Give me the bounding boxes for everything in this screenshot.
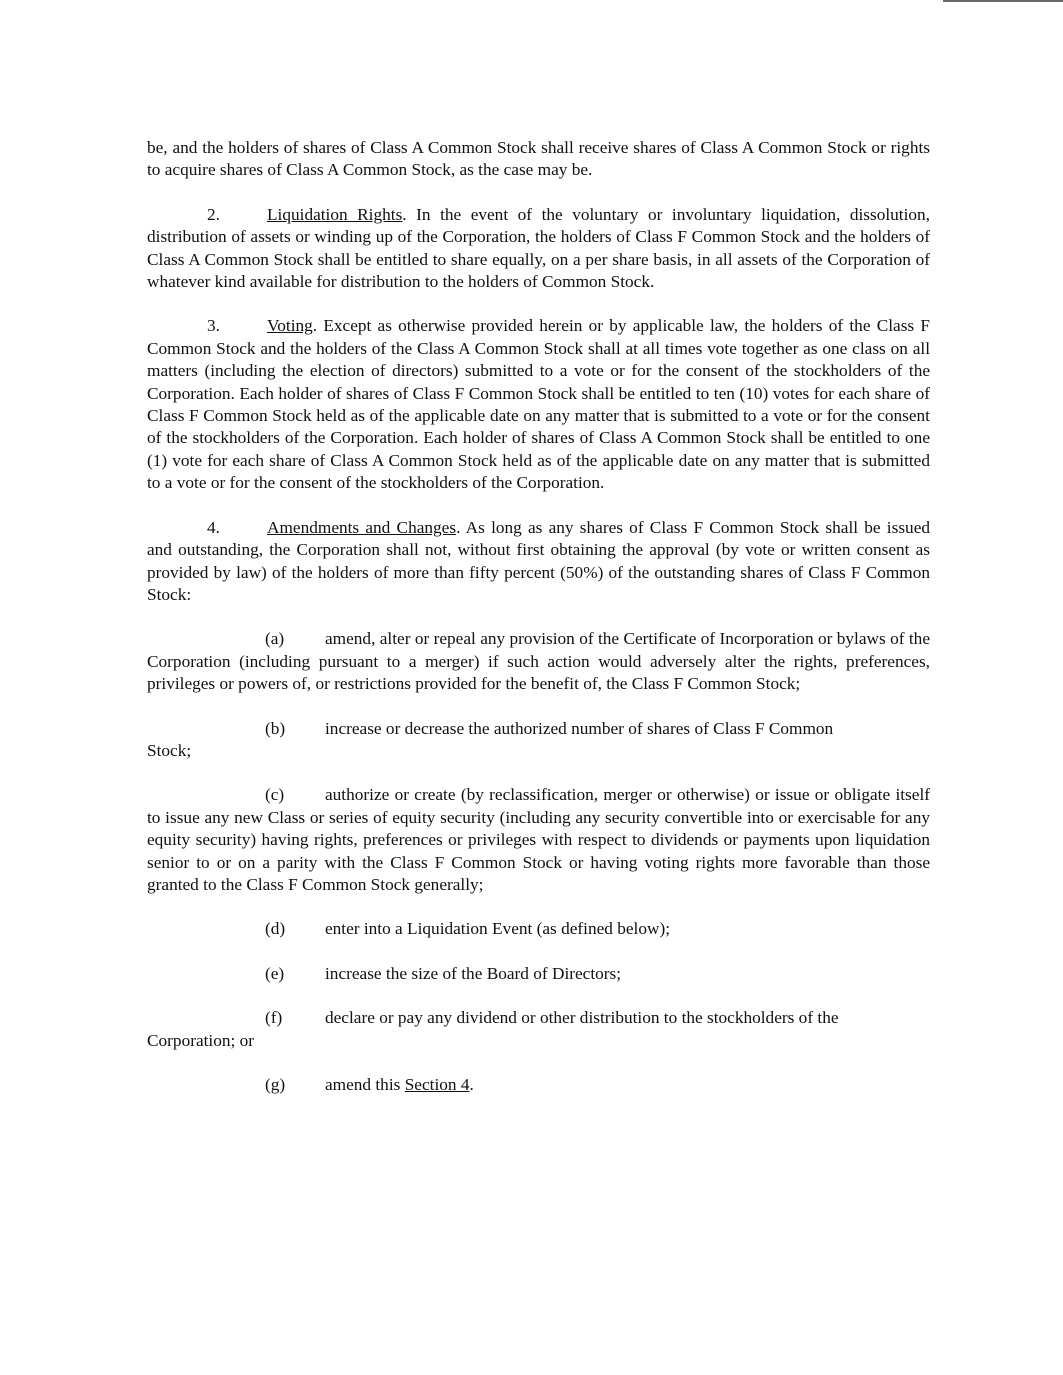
spacer bbox=[147, 762, 930, 784]
item-b-label: (b) bbox=[265, 718, 286, 738]
item-b-text: increase or decrease the authorized number of shares of Class F Common bbox=[325, 718, 834, 738]
item-f-continuation: Corporation; or bbox=[147, 1030, 255, 1050]
spacer bbox=[147, 985, 930, 1007]
section-3-number: 3. bbox=[207, 316, 220, 336]
item-e-label: (e) bbox=[265, 963, 285, 983]
item-b-row bbox=[147, 718, 930, 740]
item-f-label: (f) bbox=[265, 1008, 283, 1028]
item-e-text: increase the size of the Board of Directors; bbox=[325, 963, 622, 983]
section-2-text: . In the event of the voluntary or involuntary liquidation, dissolution, distribution of assets or winding up of the Corporation, the holders of Class F Common Stock and the holders of Class A Common Stock shall be entitled to share equally, on a per share basis, in all assets of the Corporation of whatever kind available for distribution to the holders of Common Stock. bbox=[147, 204, 930, 292]
section-2-number: 2. bbox=[207, 204, 220, 224]
section-4-number: 4. bbox=[207, 517, 220, 537]
section-3-paragraph bbox=[147, 315, 930, 494]
item-e-row bbox=[147, 963, 930, 985]
item-c-label: (c) bbox=[265, 785, 285, 805]
item-f-row bbox=[147, 1007, 930, 1029]
section-4-heading: Amendments and Changes bbox=[267, 517, 457, 537]
spacer bbox=[147, 606, 930, 628]
item-d-label: (d) bbox=[265, 919, 286, 939]
item-c-paragraph bbox=[147, 784, 930, 896]
spacer bbox=[147, 182, 930, 204]
section-2-heading: Liquidation Rights bbox=[267, 204, 403, 224]
item-g-label: (g) bbox=[265, 1075, 286, 1094]
spacer bbox=[147, 941, 930, 963]
section-2-paragraph bbox=[147, 204, 930, 294]
section-4-reference-link[interactable]: Section 4 bbox=[404, 1075, 470, 1094]
item-f-text: declare or pay any dividend or other distribution to the stockholders of the bbox=[325, 1008, 839, 1028]
item-a-text: amend, alter or repeal any provision of the Certificate of Incorporation or bylaws of the Corporation (including pursuant to a merger) if such action would adversely alter the rights, preferences, privileges or powers of, or restrictions provided for the benefit of, the Class F Common Stock; bbox=[147, 629, 930, 694]
section-3-heading: Voting bbox=[267, 316, 313, 336]
item-d-text: enter into a Liquidation Event (as defined below); bbox=[325, 919, 671, 939]
document-page bbox=[147, 137, 930, 1096]
scan-edge-mark bbox=[943, 0, 1063, 2]
item-g-text-before: amend this bbox=[325, 1075, 405, 1094]
item-d-row bbox=[147, 918, 930, 940]
intro-paragraph: be, and the holders of shares of Class A Common Stock shall receive shares of Class A Common Stock or rights to acquire shares of Class A Common Stock, as the case may be. bbox=[147, 138, 930, 180]
section-4-paragraph bbox=[147, 517, 930, 607]
item-a-paragraph bbox=[147, 628, 930, 695]
spacer bbox=[147, 696, 930, 718]
spacer bbox=[147, 896, 930, 918]
spacer bbox=[147, 293, 930, 315]
item-g-row bbox=[147, 1074, 930, 1096]
spacer bbox=[147, 1052, 930, 1074]
item-g-text-after: . bbox=[469, 1075, 474, 1094]
section-4-text: . As long as any shares of Class F Common Stock shall be issued and outstanding, the Corporation shall not, without first obtaining the approval (by vote or written consent as provided by law) of the holders of more than fifty percent (50%) of the outstanding shares of Class F Common Stock: bbox=[147, 517, 931, 604]
spacer bbox=[147, 495, 930, 517]
item-g-text bbox=[325, 1074, 474, 1096]
item-c-text: authorize or create (by reclassification, merger or otherwise) or issue or obligate itself to issue any new Class or series of equity security (including any security convertible into or exercisable for any equity security) having rights, preferences or privileges with respect to dividends or payments upon liquidation senior to or on a parity with the Class F Common Stock or having voting rights more favorable than those granted to the Class F Common Stock generally; bbox=[147, 785, 930, 894]
section-3-text: . Except as otherwise provided herein or by applicable law, the holders of the Class F Common Stock and the holders of the Class A Common Stock shall at all times vote together as one class on all matters (including the election of directors) submitted to a vote or for the consent of the stockholders of the Corporation. Each holder of shares of Class F Common Stock shall be entitled to ten (10) votes for each share of Class F Common Stock held as of the applicable date on any matter that is submitted to a vote or for the consent of the stockholders of the Corporation. Each holder of shares of Class A Common Stock shall be entitled to one (1) vote for each share of Class A Common Stock held as of the applicable date on any matter that is submitted to a vote or for the consent of the stockholders of the Corporation. bbox=[147, 316, 930, 493]
item-a-label: (a) bbox=[265, 629, 285, 649]
item-b-continuation: Stock; bbox=[147, 740, 192, 760]
